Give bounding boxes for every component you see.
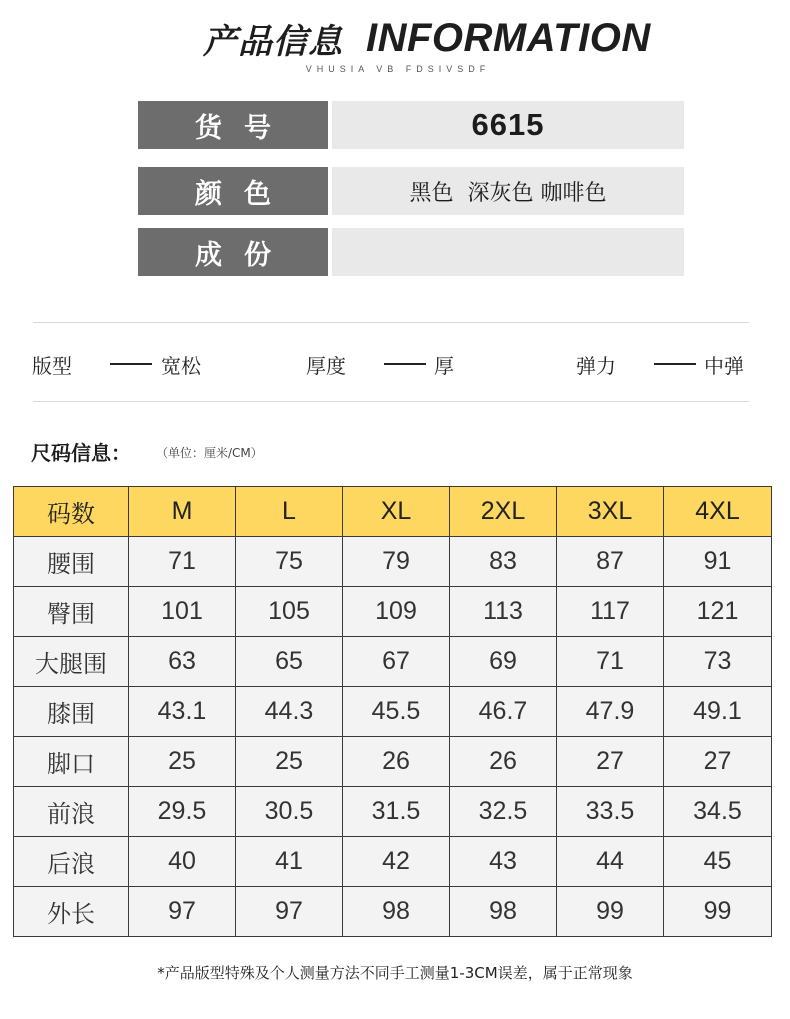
table-cell: 63 — [129, 637, 236, 687]
table-cell: 42 — [343, 837, 450, 887]
footnote: *产品版型特殊及个人测量方法不同手工测量1-3CM误差，属于正常现象 — [157, 964, 633, 982]
row-label: 前浪 — [14, 787, 129, 837]
row-label: 腰围 — [14, 537, 129, 587]
row-label: 臀围 — [14, 587, 129, 637]
table-cell: 97 — [236, 887, 343, 937]
table-cell: 32.5 — [450, 787, 557, 837]
attribute-name: 版型 — [32, 354, 72, 378]
info-value-material — [332, 228, 684, 276]
info-label-item-no — [138, 101, 328, 149]
attribute-name: 厚度 — [306, 354, 346, 378]
size-info-title: 尺码信息： — [31, 441, 131, 465]
table-cell: 101 — [129, 587, 236, 637]
size-header-cell: L — [236, 487, 343, 537]
table-cell: 26 — [450, 737, 557, 787]
size-header-cell: 3XL — [557, 487, 664, 537]
table-cell: 98 — [343, 887, 450, 937]
row-label: 后浪 — [14, 837, 129, 887]
table-cell: 117 — [557, 587, 664, 637]
table-cell: 43.1 — [129, 687, 236, 737]
table-cell: 65 — [236, 637, 343, 687]
table-cell: 71 — [129, 537, 236, 587]
dash-line — [654, 363, 696, 365]
row-label: 外长 — [14, 887, 129, 937]
table-cell: 49.1 — [664, 687, 772, 737]
table-cell: 47.9 — [557, 687, 664, 737]
divider-top — [33, 322, 749, 323]
size-info-unit: （单位：厘米/CM） — [156, 446, 263, 460]
table-cell: 69 — [450, 637, 557, 687]
table-cell: 31.5 — [343, 787, 450, 837]
page-header — [0, 12, 790, 60]
attribute-value: 宽松 — [161, 354, 201, 378]
table-cell: 79 — [343, 537, 450, 587]
table-row — [14, 887, 772, 937]
table-cell: 34.5 — [664, 787, 772, 837]
attribute-thickness — [306, 350, 486, 376]
row-label: 膝围 — [14, 687, 129, 737]
table-cell: 98 — [450, 887, 557, 937]
table-cell: 109 — [343, 587, 450, 637]
table-cell: 43 — [450, 837, 557, 887]
attribute-value: 中弹 — [704, 354, 744, 378]
header-title-en: INFORMATION — [366, 16, 651, 60]
table-cell: 97 — [129, 887, 236, 937]
row-label: 大腿围 — [14, 637, 129, 687]
info-row-material — [138, 228, 684, 276]
info-row-color — [138, 167, 684, 215]
table-cell: 83 — [450, 537, 557, 587]
table-cell: 99 — [664, 887, 772, 937]
info-row-item-no — [138, 101, 684, 149]
label-char: 成 — [195, 239, 222, 271]
table-cell: 40 — [129, 837, 236, 887]
table-cell: 87 — [557, 537, 664, 587]
size-header-cell: XL — [343, 487, 450, 537]
attribute-name: 弹力 — [576, 354, 616, 378]
attribute-value: 厚 — [434, 354, 454, 378]
info-value-item-no: 6615 — [332, 101, 684, 149]
table-cell: 27 — [557, 737, 664, 787]
divider-bottom — [33, 401, 749, 402]
label-char: 货 — [195, 112, 222, 144]
dash-line — [110, 363, 152, 365]
info-value-color: 黑色 深灰色 咖啡色 — [332, 167, 684, 215]
table-cell: 30.5 — [236, 787, 343, 837]
size-table — [13, 486, 772, 937]
table-cell: 29.5 — [129, 787, 236, 837]
table-cell: 41 — [236, 837, 343, 887]
size-table-body — [14, 537, 772, 937]
label-char: 号 — [244, 112, 271, 144]
size-header-cell: M — [129, 487, 236, 537]
table-cell: 44 — [557, 837, 664, 887]
table-cell: 27 — [664, 737, 772, 787]
label-char: 色 — [244, 178, 271, 210]
table-row — [14, 737, 772, 787]
info-label-color — [138, 167, 328, 215]
table-cell: 33.5 — [557, 787, 664, 837]
table-cell: 45.5 — [343, 687, 450, 737]
table-row — [14, 687, 772, 737]
table-cell: 105 — [236, 587, 343, 637]
size-header-cell: 4XL — [664, 487, 772, 537]
table-cell: 91 — [664, 537, 772, 587]
table-cell: 71 — [557, 637, 664, 687]
table-row — [14, 837, 772, 887]
table-cell: 25 — [236, 737, 343, 787]
info-label-material — [138, 228, 328, 276]
header-subtitle: VHUSIA VB FDSIVSDF — [305, 64, 491, 74]
dash-line — [384, 363, 426, 365]
table-row — [14, 637, 772, 687]
table-cell: 75 — [236, 537, 343, 587]
table-cell: 73 — [664, 637, 772, 687]
table-row — [14, 537, 772, 587]
table-cell: 121 — [664, 587, 772, 637]
table-cell: 44.3 — [236, 687, 343, 737]
table-cell: 25 — [129, 737, 236, 787]
label-char: 颜 — [195, 178, 222, 210]
label-char: 份 — [244, 239, 271, 271]
table-row — [14, 587, 772, 637]
size-header-cell: 2XL — [450, 487, 557, 537]
table-cell: 99 — [557, 887, 664, 937]
table-cell: 46.7 — [450, 687, 557, 737]
table-cell: 26 — [343, 737, 450, 787]
table-row — [14, 787, 772, 837]
header-title-cn: 产品信息 — [203, 22, 343, 62]
table-cell: 67 — [343, 637, 450, 687]
attribute-elasticity — [576, 350, 756, 376]
size-table-corner: 码数 — [14, 487, 129, 537]
table-cell: 113 — [450, 587, 557, 637]
table-cell: 45 — [664, 837, 772, 887]
row-label: 脚口 — [14, 737, 129, 787]
attribute-fit — [32, 350, 212, 376]
size-table-header-row — [14, 487, 772, 537]
